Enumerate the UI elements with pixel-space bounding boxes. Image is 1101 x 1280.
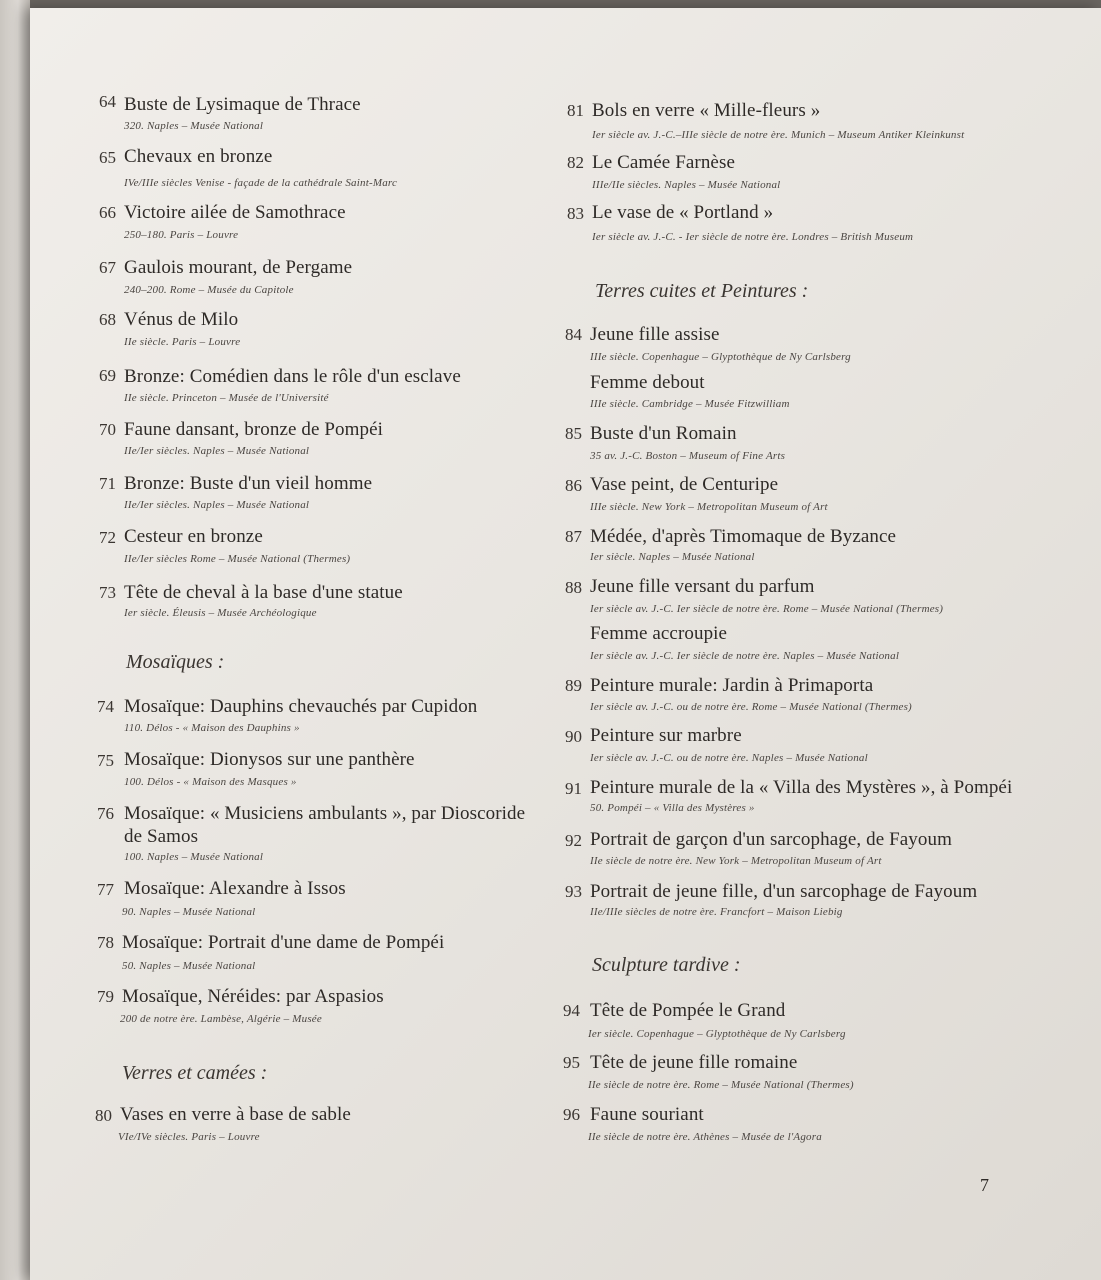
entry-title: Buste d'un Romain: [590, 423, 737, 444]
entry-title: Bols en verre « Mille-fleurs »: [592, 100, 821, 121]
entry-number: 65: [99, 148, 116, 167]
entry-number: 92: [565, 831, 582, 850]
entry-title: Médée, d'après Timomaque de Byzance: [590, 526, 897, 547]
entry-number: 90: [565, 727, 582, 746]
entry-subtitle: 35 av. J.-C. Boston – Museum of Fine Arts: [590, 450, 786, 462]
entry-title: Peinture murale de la « Villa des Mystères », à Pompéi: [590, 777, 1013, 798]
entry-number: 64: [99, 92, 116, 111]
entry-number: 66: [99, 203, 116, 222]
entry-subtitle: Ier siècle av. J.-C.–IIIe siècle de notre ère. Munich – Museum Antiker Kleinkunst: [592, 129, 965, 141]
entry-title: Mosaïque: Portrait d'une dame de Pompéi: [122, 932, 445, 953]
entry-subtitle: Ier siècle av. J.-C. ou de notre ère. Naples – Musée National: [590, 752, 868, 764]
entry-number: 79: [97, 987, 114, 1006]
section-heading-sculpture: Sculpture tardive :: [592, 954, 741, 976]
entry-number: 69: [99, 366, 116, 385]
entry-number: 71: [99, 474, 116, 493]
entry-subtitle: 50. Naples – Musée National: [122, 960, 256, 972]
entry-number: 70: [99, 420, 116, 439]
entry-title: Peinture sur marbre: [590, 725, 742, 746]
entry-title: Femme debout: [590, 372, 705, 393]
entry-title: Cesteur en bronze: [124, 526, 263, 547]
entry-title: Vase peint, de Centuripe: [590, 474, 779, 495]
entry-number: 77: [97, 880, 114, 899]
entry-number: 76: [97, 804, 114, 823]
entry-title: Mosaïque: Dauphins chevauchés par Cupidon: [124, 696, 478, 717]
entry-subtitle: 100. Naples – Musée National: [124, 851, 264, 863]
entry-subtitle: IIe/Ier siècles. Naples – Musée National: [124, 445, 310, 457]
entry-title: Mosaïque, Néréides: par Aspasios: [122, 986, 384, 1007]
entry-subtitle: Ier siècle av. J.-C. ou de notre ère. Rome – Musée National (Thermes): [590, 701, 912, 713]
entry-number: 75: [97, 751, 114, 770]
entry-title: Chevaux en bronze: [124, 146, 273, 167]
entry-title: Gaulois mourant, de Pergame: [124, 257, 353, 278]
entry-subtitle: Ier siècle av. J.-C. Ier siècle de notre ère. Naples – Musée National: [590, 650, 900, 662]
entry-number: 67: [99, 258, 116, 277]
book-gutter: [0, 0, 30, 1280]
entry-subtitle: 200 de notre ère. Lambèse, Algérie – Musée: [120, 1013, 322, 1025]
entry-number: 96: [563, 1105, 580, 1124]
entry-subtitle: 250–180. Paris – Louvre: [124, 229, 239, 241]
entry-title: Bronze: Comédien dans le rôle d'un esclave: [124, 366, 461, 387]
entry-subtitle: 320. Naples – Musée National: [124, 120, 264, 132]
entry-subtitle: Ier siècle av. J.-C. Ier siècle de notre ère. Rome – Musée National (Thermes): [590, 603, 944, 615]
entry-number: 88: [565, 578, 582, 597]
entry-subtitle: IIe siècle. Princeton – Musée de l'Université: [124, 392, 329, 404]
entry-subtitle: 240–200. Rome – Musée du Capitole: [124, 284, 294, 296]
entry-title: Faune dansant, bronze de Pompéi: [124, 419, 384, 440]
book-page: [30, 8, 1101, 1280]
entry-number: 85: [565, 424, 582, 443]
entry-title: Buste de Lysimaque de Thrace: [124, 94, 361, 115]
entry-number: 86: [565, 476, 582, 495]
entry-title: Femme accroupie: [590, 623, 728, 644]
entry-title: Tête de cheval à la base d'une statue: [124, 582, 403, 603]
entry-subtitle: 100. Délos - « Maison des Masques »: [124, 776, 297, 788]
page-number: 7: [980, 1175, 989, 1195]
entry-subtitle: 90. Naples – Musée National: [122, 906, 256, 918]
entry-subtitle: IIIe/IIe siècles. Naples – Musée National: [592, 179, 781, 191]
section-heading-terres: Terres cuites et Peintures :: [595, 280, 809, 302]
entry-title: Mosaïque: Dionysos sur une panthère: [124, 749, 415, 770]
entry-subtitle: IIIe siècle. Cambridge – Musée Fitzwilliam: [590, 398, 790, 410]
entry-number: 81: [567, 101, 584, 120]
entry-number: 73: [99, 583, 116, 602]
entry-subtitle: IIe siècle de notre ère. Rome – Musée National (Thermes): [588, 1079, 854, 1091]
entry-title: Mosaïque: Alexandre à Issos: [124, 878, 346, 899]
entry-number: 89: [565, 676, 582, 695]
entry-title: Faune souriant: [590, 1104, 704, 1125]
entry-number: 87: [565, 527, 582, 546]
entry-title: Victoire ailée de Samothrace: [124, 202, 346, 223]
entry-title: Peinture murale: Jardin à Primaporta: [590, 675, 874, 696]
entry-title: Portrait de jeune fille, d'un sarcophage de Fayoum: [590, 881, 978, 902]
section-heading-mosaiques: Mosaïques :: [126, 651, 225, 673]
entry-subtitle: IIe/Ier siècles. Naples – Musée National: [124, 499, 310, 511]
entry-subtitle: Ier siècle. Naples – Musée National: [590, 551, 755, 563]
entry-subtitle: Ier siècle. Éleusis – Musée Archéologique: [124, 607, 317, 619]
entry-title: Le Camée Farnèse: [592, 152, 735, 173]
entry-subtitle: IIIe siècle. New York – Metropolitan Museum of Art: [590, 501, 828, 513]
entry-number: 83: [567, 204, 584, 223]
section-heading-verres: Verres et camées :: [122, 1062, 268, 1084]
entry-title: Jeune fille assise: [590, 324, 720, 345]
entry-subtitle: IIe siècle de notre ère. Athènes – Musée de l'Agora: [588, 1131, 822, 1143]
entry-title: Vénus de Milo: [124, 309, 239, 330]
entry-number: 94: [563, 1001, 580, 1020]
entry-subtitle: Ier siècle. Copenhague – Glyptothèque de Ny Carlsberg: [588, 1028, 846, 1040]
entry-subtitle: IIe siècle de notre ère. New York – Metropolitan Museum of Art: [590, 855, 882, 867]
entry-number: 84: [565, 325, 582, 344]
entry-title: Vases en verre à base de sable: [120, 1104, 351, 1125]
entry-number: 72: [99, 528, 116, 547]
entry-subtitle: IIe siècle. Paris – Louvre: [124, 336, 241, 348]
entry-subtitle: Ier siècle av. J.-C. - Ier siècle de notre ère. Londres – British Museum: [592, 231, 914, 243]
entry-subtitle: 50. Pompéi – « Villa des Mystères »: [590, 802, 755, 814]
entry-title: Bronze: Buste d'un vieil homme: [124, 473, 373, 494]
entry-title: Jeune fille versant du parfum: [590, 576, 815, 597]
entry-subtitle: VIe/IVe siècles. Paris – Louvre: [118, 1131, 260, 1143]
entry-number: 74: [97, 697, 114, 716]
entry-subtitle: 110. Délos - « Maison des Dauphins »: [124, 722, 300, 734]
entry-subtitle: IIe/IIIe siècles de notre ère. Francfort – Maison Liebig: [590, 906, 843, 918]
entry-title: Mosaïque: « Musiciens ambulants », par Dioscoride: [124, 803, 526, 824]
entry-subtitle: IVe/IIIe siècles Venise - façade de la cathédrale Saint-Marc: [124, 177, 398, 189]
entry-subtitle: IIIe siècle. Copenhague – Glyptothèque de Ny Carlsberg: [590, 351, 851, 363]
entry-number: 78: [97, 933, 114, 952]
entry-number: 80: [95, 1106, 112, 1125]
entry-subtitle: IIe/Ier siècles Rome – Musée National (Thermes): [124, 553, 351, 565]
entry-number: 82: [567, 153, 584, 172]
entry-number: 93: [565, 882, 582, 901]
entry-title: Tête de Pompée le Grand: [590, 1000, 786, 1021]
entry-number: 95: [563, 1053, 580, 1072]
entry-number: 68: [99, 310, 116, 329]
entry-title: Portrait de garçon d'un sarcophage, de Fayoum: [590, 829, 952, 850]
entry-title: Le vase de « Portland »: [592, 202, 774, 223]
entry-title-continued: de Samos: [124, 826, 199, 847]
entry-number: 91: [565, 779, 582, 798]
entry-title: Tête de jeune fille romaine: [590, 1052, 798, 1073]
